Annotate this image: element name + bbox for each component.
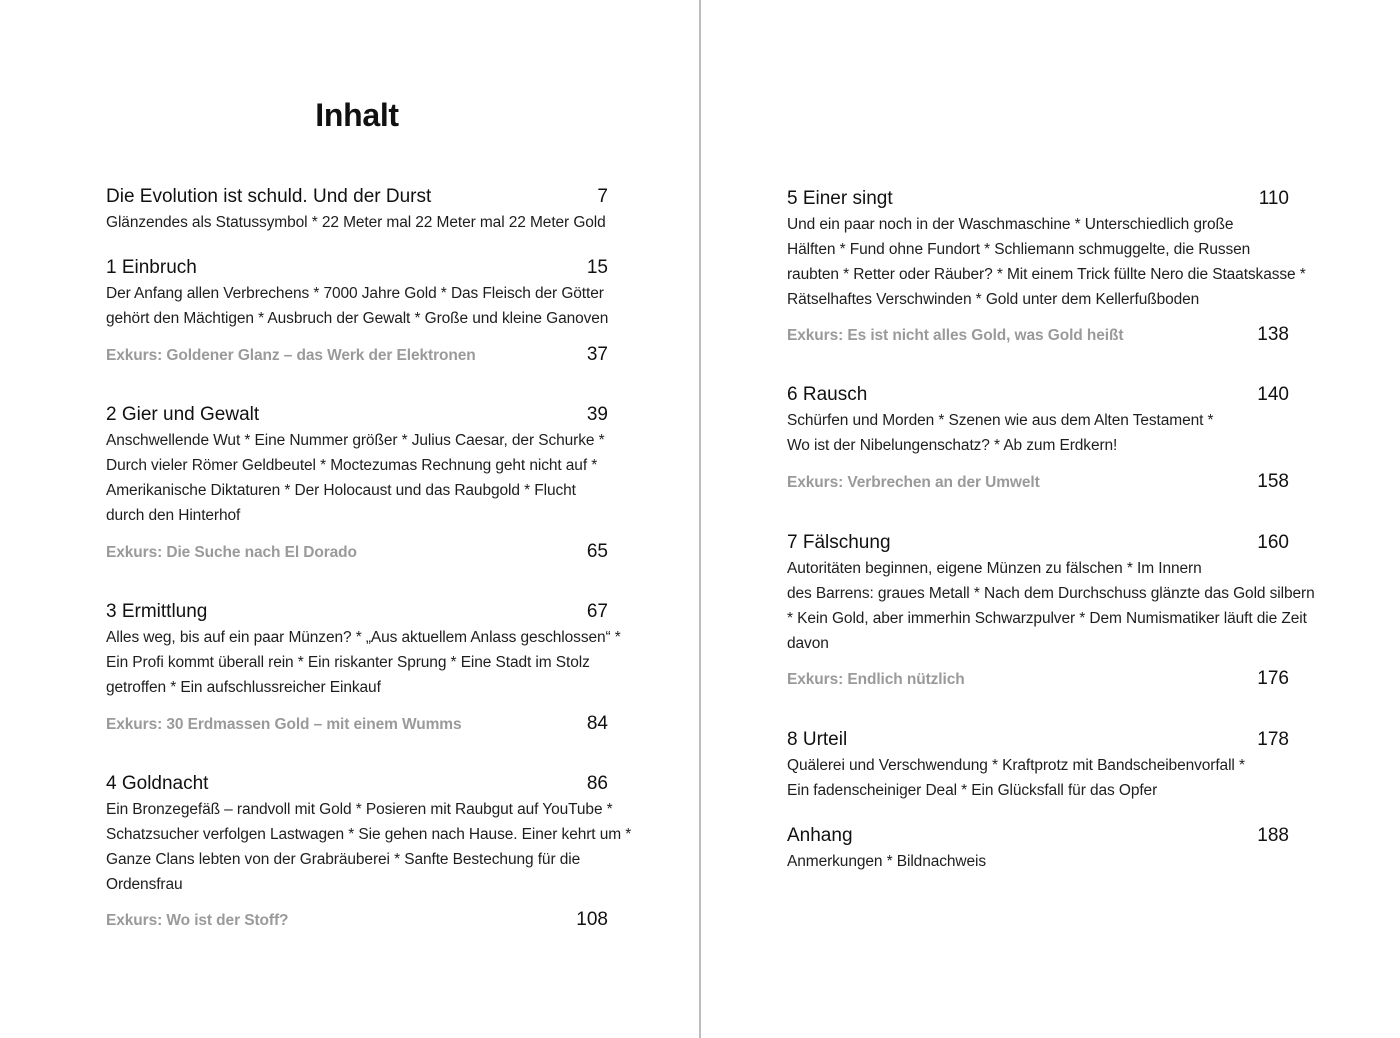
page-number: 86 xyxy=(586,773,608,794)
summary-line: Rätselhaftes Verschwinden * Gold unter dem Kellerfußboden xyxy=(787,291,1200,308)
summary-line: Ganze Clans lebten von der Grabräuberei * Sanfte Bestechung für die xyxy=(106,851,581,868)
right-page xyxy=(701,0,1400,1038)
summary-line: durch den Hinterhof xyxy=(106,507,241,524)
chapter-summary xyxy=(787,849,1289,874)
toc-chapter-entry[interactable] xyxy=(106,772,632,897)
page-number: 110 xyxy=(1258,188,1289,209)
toc-entry-row xyxy=(106,185,608,209)
toc-excursus-entry[interactable] xyxy=(787,470,1289,495)
page-number: 160 xyxy=(1257,532,1289,553)
summary-line: raubten * Retter oder Räuber? * Mit einem Trick füllte Nero die Staatskasse * xyxy=(787,266,1306,283)
toc-chapter-entry[interactable] xyxy=(787,187,1306,312)
toc-entry-row xyxy=(787,383,1289,407)
toc-entry-row xyxy=(106,772,608,796)
summary-line: Und ein paar noch in der Waschmaschine * Unterschiedlich große xyxy=(787,216,1234,233)
toc-excursus-entry[interactable] xyxy=(106,712,608,737)
toc-chapter-entry[interactable] xyxy=(787,531,1315,656)
page-number: 188 xyxy=(1257,825,1289,846)
summary-line: Ein Bronzegefäß – randvoll mit Gold * Posieren mit Raubgut auf YouTube * xyxy=(106,801,613,818)
chapter-title: 6 Rausch xyxy=(787,384,868,405)
chapter-summary xyxy=(106,797,632,897)
toc-excursus-entry[interactable] xyxy=(106,540,608,565)
page-number: 7 xyxy=(597,186,608,207)
chapter-summary xyxy=(787,212,1306,312)
chapter-title: 3 Ermittlung xyxy=(106,601,208,622)
toc-excursus-entry[interactable] xyxy=(787,667,1289,692)
summary-line: Autoritäten beginnen, eigene Münzen zu fälschen * Im Innern xyxy=(787,560,1202,577)
chapter-title: Anhang xyxy=(787,825,853,846)
toc-chapter-entry[interactable] xyxy=(106,600,621,700)
toc-entry-row xyxy=(106,908,608,933)
toc-entry-row xyxy=(787,824,1289,848)
page-number: 65 xyxy=(586,541,608,562)
toc-entry-row xyxy=(106,343,608,368)
toc-chapter-entry[interactable] xyxy=(106,185,608,235)
page-number: 176 xyxy=(1257,668,1289,689)
page-number: 140 xyxy=(1257,384,1289,405)
summary-line: Ein fadenscheiniger Deal * Ein Glücksfall für das Opfer xyxy=(787,782,1158,799)
page-number: 67 xyxy=(586,601,608,622)
summary-line: davon xyxy=(787,635,829,652)
page-number: 108 xyxy=(576,909,608,930)
summary-line: Wo ist der Nibelungenschatz? * Ab zum Erdkern! xyxy=(787,437,1118,454)
chapter-title: 2 Gier und Gewalt xyxy=(106,404,260,425)
toc-excursus-entry[interactable] xyxy=(106,343,608,368)
page-number: 178 xyxy=(1257,729,1289,750)
excursus-title: Exkurs: Es ist nicht alles Gold, was Gold heißt xyxy=(787,327,1124,344)
toc-chapter-entry[interactable] xyxy=(787,824,1289,874)
chapter-summary xyxy=(106,428,608,528)
toc-entry-row xyxy=(106,403,608,427)
toc-chapter-entry[interactable] xyxy=(106,256,608,331)
summary-line: Hälften * Fund ohne Fundort * Schliemann schmuggelte, die Russen xyxy=(787,241,1251,258)
page-number: 37 xyxy=(586,344,608,365)
chapter-title: 5 Einer singt xyxy=(787,188,893,209)
toc-entry-row xyxy=(787,728,1289,752)
summary-line: Ein Profi kommt überall rein * Ein riskanter Sprung * Eine Stadt im Stolz xyxy=(106,654,590,671)
toc-entry-row xyxy=(787,187,1289,211)
page-number: 39 xyxy=(586,404,608,425)
toc-chapter-entry[interactable] xyxy=(787,728,1289,803)
excursus-title: Exkurs: 30 Erdmassen Gold – mit einem Wumms xyxy=(106,716,462,733)
summary-line: Quälerei und Verschwendung * Kraftprotz mit Bandscheibenvorfall * xyxy=(787,757,1245,774)
excursus-title: Exkurs: Goldener Glanz – das Werk der Elektronen xyxy=(106,347,476,364)
summary-line: Glänzendes als Statussymbol * 22 Meter mal 22 Meter mal 22 Meter Gold xyxy=(106,214,606,231)
toc-excursus-entry[interactable] xyxy=(787,323,1289,348)
chapter-summary xyxy=(787,753,1289,803)
page-number: 15 xyxy=(586,257,608,278)
excursus-title: Exkurs: Endlich nützlich xyxy=(787,671,965,688)
summary-line: Durch vieler Römer Geldbeutel * Moctezumas Rechnung geht nicht auf * xyxy=(106,457,598,474)
summary-line: Alles weg, bis auf ein paar Münzen? * „Aus aktuellem Anlass geschlossen“ * xyxy=(106,629,621,646)
toc-entry-row xyxy=(787,323,1289,348)
toc-entry-row xyxy=(106,540,608,565)
toc-chapter-entry[interactable] xyxy=(787,383,1289,458)
chapter-summary xyxy=(106,210,608,235)
chapter-title: 4 Goldnacht xyxy=(106,773,209,794)
page-title: Inhalt xyxy=(315,97,399,133)
chapter-summary xyxy=(106,625,621,700)
toc-excursus-entry[interactable] xyxy=(106,908,608,933)
toc-entry-row xyxy=(787,531,1289,555)
summary-line: des Barrens: graues Metall * Nach dem Durchschuss glänzte das Gold silbern xyxy=(787,585,1315,602)
summary-line: Der Anfang allen Verbrechens * 7000 Jahre Gold * Das Fleisch der Götter xyxy=(106,285,604,302)
summary-line: Schatzsucher verfolgen Lastwagen * Sie gehen nach Hause. Einer kehrt um * xyxy=(106,826,632,843)
toc-entry-row xyxy=(106,256,608,280)
summary-line: Schürfen und Morden * Szenen wie aus dem Alten Testament * xyxy=(787,412,1214,429)
chapter-title: 7 Fälschung xyxy=(787,532,891,553)
page-number: 138 xyxy=(1257,324,1289,345)
chapter-summary xyxy=(787,408,1289,458)
chapter-title: 8 Urteil xyxy=(787,729,848,750)
toc-entry-row xyxy=(106,712,608,737)
summary-line: Ordensfrau xyxy=(106,876,183,893)
toc-chapter-entry[interactable] xyxy=(106,403,608,528)
summary-line: Amerikanische Diktaturen * Der Holocaust und das Raubgold * Flucht xyxy=(106,482,576,499)
chapter-summary xyxy=(787,556,1315,656)
chapter-title: Die Evolution ist schuld. Und der Durst xyxy=(106,186,432,207)
summary-line: Anmerkungen * Bildnachweis xyxy=(787,853,987,870)
page-number: 158 xyxy=(1257,471,1289,492)
page-number: 84 xyxy=(586,713,608,734)
excursus-title: Exkurs: Die Suche nach El Dorado xyxy=(106,544,357,561)
chapter-summary xyxy=(106,281,608,331)
summary-line: gehört den Mächtigen * Ausbruch der Gewalt * Große und kleine Ganoven xyxy=(106,310,609,327)
excursus-title: Exkurs: Verbrechen an der Umwelt xyxy=(787,474,1040,491)
toc-entry-row xyxy=(787,667,1289,692)
summary-line: getroffen * Ein aufschlussreicher Einkauf xyxy=(106,679,381,696)
chapter-title: 1 Einbruch xyxy=(106,257,197,278)
toc-entry-row xyxy=(106,600,608,624)
toc-entry-row xyxy=(787,470,1289,495)
summary-line: Anschwellende Wut * Eine Nummer größer * Julius Caesar, der Schurke * xyxy=(106,432,605,449)
excursus-title: Exkurs: Wo ist der Stoff? xyxy=(106,912,289,929)
summary-line: * Kein Gold, aber immerhin Schwarzpulver * Dem Numismatiker läuft die Zeit xyxy=(787,610,1307,627)
